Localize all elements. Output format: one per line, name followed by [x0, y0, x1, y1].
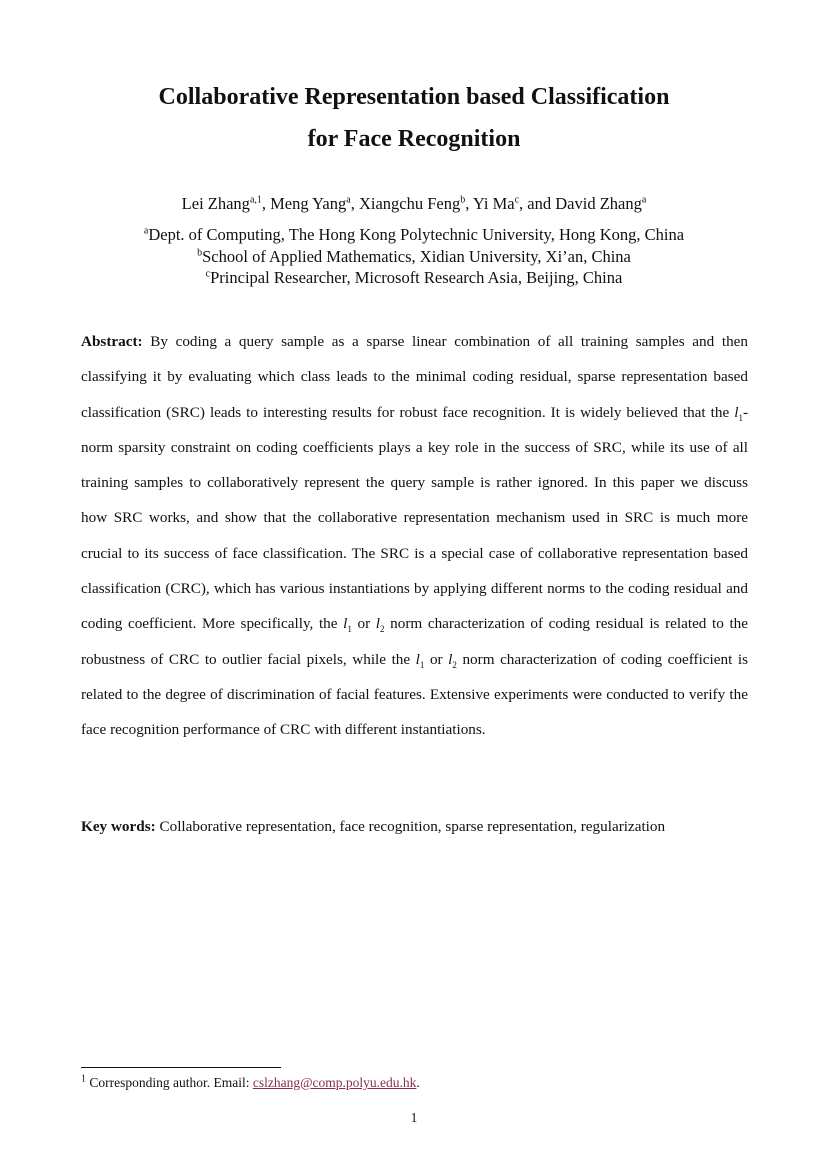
author-separator: , — [350, 194, 359, 213]
footnote-mark: 1 — [81, 1073, 86, 1085]
math-l-symbol: l — [448, 650, 453, 668]
author-affil-mark: b — [460, 194, 466, 206]
affiliation-item — [0, 246, 828, 268]
math-subscript: 2 — [380, 624, 385, 635]
footnote-text: Corresponding author. Email: — [89, 1075, 253, 1090]
keywords-text: Collaborative representation, face recognition, sparse representation, regularization — [159, 818, 666, 835]
math-l-symbol: l — [343, 615, 348, 633]
affiliation-item — [0, 224, 828, 246]
affiliation-mark: a — [143, 225, 149, 237]
footnote-rule — [81, 1067, 281, 1068]
author-name: Lei Zhang — [181, 194, 250, 213]
author-name: Meng Yang — [270, 194, 347, 213]
keywords-label: Key words: — [81, 818, 156, 835]
page-number: 1 — [410, 1110, 418, 1125]
abstract-text: By coding a query sample as a sparse linear combination of all training samples and then — [150, 333, 748, 350]
author-affil-mark: c — [514, 194, 520, 206]
math-subscript: 1 — [347, 624, 352, 635]
author-separator: , — [465, 194, 473, 213]
abstract-line — [81, 642, 748, 677]
email-link[interactable]: cslzhang@comp.polyu.edu.hk — [252, 1075, 417, 1090]
author-name: David Zhang — [555, 194, 642, 213]
abstract-line: how SRC works, and show that the collaborative representation mechanism used in SRC is much more — [81, 509, 748, 527]
abstract-text: or — [424, 650, 449, 668]
footnote-end: . — [416, 1075, 420, 1090]
affiliation-mark: b — [197, 247, 203, 258]
abstract-line: classification (CRC), which has various instantiations by applying different norms to the coding residual and — [81, 580, 748, 598]
math-subscript: 2 — [452, 659, 457, 670]
author-list — [0, 193, 828, 215]
abstract-line: training samples to collaboratively represent the query sample is rather ignored. In this paper we discuss — [81, 474, 748, 492]
math-l-symbol: l — [415, 650, 420, 668]
title-line-2: for Face Recognition — [307, 126, 521, 152]
abstract-line — [81, 606, 748, 641]
abstract-text: norm characterization of coding coefficient is — [456, 650, 748, 668]
abstract-text: robustness of CRC to outlier facial pixels, while the — [81, 650, 416, 668]
abstract — [81, 324, 748, 748]
affiliation-mark: c — [205, 268, 211, 280]
abstract-line — [81, 324, 748, 359]
abstract-hyphen: - — [742, 403, 748, 421]
affiliation-text: Principal Researcher, Microsoft Research Asia, Beijing, China — [210, 268, 623, 287]
author-name: Xiangchu Feng — [358, 194, 461, 213]
affiliation-list — [0, 224, 828, 289]
author-name: Yi Ma — [472, 194, 515, 213]
affiliation-item — [0, 267, 828, 289]
abstract-line: face recognition performance of CRC with different instantiations. — [81, 721, 486, 739]
author-affil-mark: a — [346, 194, 351, 206]
affiliation-text: School of Applied Mathematics, Xidian University, Xi’an, China — [202, 246, 631, 266]
footnote — [81, 1073, 420, 1093]
author-affil-mark: a,1 — [249, 194, 262, 206]
affiliation-text: Dept. of Computing, The Hong Kong Polytechnic University, Hong Kong, China — [148, 225, 685, 244]
abstract-line: related to the degree of discrimination of facial features. Extensive experiments were conducted to verify the — [81, 685, 748, 703]
title-line-1: Collaborative Representation based Classification — [158, 84, 670, 110]
author-affil-mark: a — [641, 194, 647, 206]
math-subscript: 1 — [738, 412, 743, 423]
abstract-label: Abstract: — [81, 333, 143, 350]
paper-title — [0, 76, 828, 160]
abstract-text: coding coefficient. More specifically, the — [81, 615, 344, 633]
author-separator: , — [261, 194, 271, 213]
math-l-symbol: l — [734, 403, 739, 421]
math-l-symbol: l — [375, 615, 381, 633]
author-and: , and — [519, 194, 556, 213]
keywords — [81, 816, 665, 838]
abstract-line: crucial to its success of face classification. The SRC is a special case of collaborative representation based — [81, 544, 748, 562]
math-subscript: 1 — [419, 659, 425, 670]
abstract-text: norm characterization of coding residual is related to the — [384, 615, 749, 633]
abstract-line: norm sparsity constraint on coding coefficients plays a key role in the success of SRC, while its use of all — [81, 438, 748, 456]
abstract-line: classifying it by evaluating which class leads to the minimal coding residual, sparse representation based — [81, 368, 748, 386]
abstract-line — [81, 395, 748, 430]
abstract-text: classification (SRC) leads to interesting results for robust face recognition. It is widely believed that the — [81, 403, 735, 421]
abstract-text: or — [351, 615, 376, 633]
